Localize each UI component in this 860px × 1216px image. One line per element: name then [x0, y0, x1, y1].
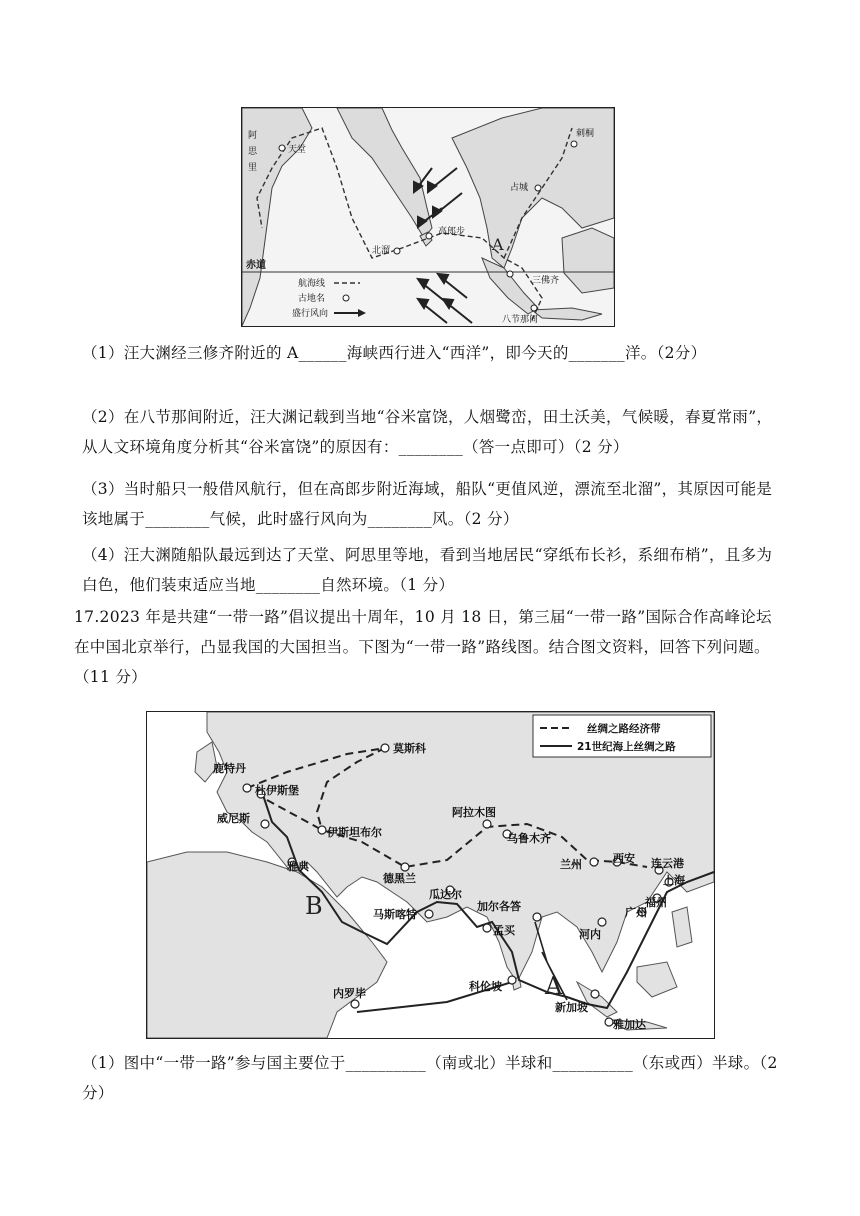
- tehran-label: 德黑兰: [383, 872, 416, 885]
- almaty-marker: [483, 820, 491, 828]
- letter-a: A: [545, 972, 563, 1000]
- jakarta-marker: [605, 1018, 613, 1026]
- kolkata-marker: [533, 913, 541, 921]
- strait-letter-a: A: [492, 235, 504, 254]
- mumbai-marker: [483, 924, 491, 932]
- lagong-label: 刺桐: [576, 129, 595, 139]
- rotterdam-label: 鹿特丹: [213, 762, 246, 775]
- beiliu-label: 北溜: [372, 246, 391, 256]
- istanbul-marker: [318, 826, 326, 834]
- lanzhou-marker: [590, 858, 598, 866]
- colombo-marker: [508, 976, 516, 984]
- lagong-marker: [571, 141, 577, 147]
- urumqi-label: 乌鲁木齐: [507, 832, 551, 845]
- istanbul-label: 伊斯坦布尔: [327, 826, 382, 839]
- moscow-label: 莫斯科: [393, 742, 426, 755]
- beiliu-marker: [394, 248, 400, 254]
- gwadar-label: 瓜达尔: [429, 888, 462, 901]
- legend-place-swatch: [343, 295, 349, 301]
- shanghai-label: 上海: [663, 874, 685, 887]
- sanfoqi-label: 三佛齐: [532, 276, 560, 286]
- xian-label: 西安: [613, 852, 635, 865]
- asili-label-2: 思: [248, 147, 258, 157]
- legend-route-label: 航海线: [298, 279, 326, 289]
- colombo-label: 科伦坡: [469, 980, 502, 993]
- nairobi-label: 内罗毕: [333, 987, 366, 1000]
- jakarta-label: 雅加达: [613, 1018, 646, 1031]
- gaolangbu-marker: [426, 233, 432, 239]
- rotterdam-marker: [243, 784, 251, 792]
- venice-label: 威尼斯: [217, 812, 250, 825]
- belt-road-map: [146, 711, 715, 1039]
- voyage-map: [241, 107, 615, 327]
- legend-road-label: 21世纪海上丝绸之路: [577, 741, 676, 753]
- athens-label: 雅典: [287, 860, 309, 873]
- kolkata-label: 加尔各答: [477, 900, 521, 913]
- singapore-label: 新加坡: [555, 1001, 588, 1014]
- fuzhou-label: 福州: [645, 896, 667, 909]
- legend-wind-label: 盛行风向: [292, 309, 329, 319]
- asili-label-3: 里: [248, 163, 258, 173]
- voyage-map-canvas: [242, 108, 614, 326]
- lianyungang-label: 连云港: [651, 857, 684, 870]
- legend-belt-label: 丝绸之路经济带: [587, 723, 661, 735]
- hanoi-label: 河内: [579, 928, 601, 941]
- zhancheng-label: 占城: [510, 183, 529, 193]
- letter-b: B: [305, 892, 323, 920]
- q16-part4: （4）汪大渊随船队最远到达了天堂、阿思里等地，看到当地居民“穿纸布长衫，系细布梢”，且多为白色，他们装束适应当地________自然环境。（1 分）: [82, 546, 773, 594]
- muscat-label: 马斯喀特: [373, 908, 417, 921]
- almaty-label: 阿拉木图: [452, 806, 496, 819]
- duisburg-label: 杜伊斯堡: [255, 784, 299, 797]
- q16-part1: （1）汪大渊经三修齐附近的 A______海峡西行进入“西洋”，即今天的_______洋。（2分）: [82, 344, 707, 362]
- guangzhou-label: 广州: [625, 906, 647, 919]
- q17-intro: 17.2023 年是共建“一带一路”倡议提出十周年，10 月 18 日，第三届“一带一路”国际合作高峰论坛在中国北京举行，凸显我国的大国担当。下图为“一带一路”路线图。结合图文资料，回答下列问题。（11 分）: [74, 608, 772, 686]
- muscat-marker: [425, 910, 433, 918]
- bajienajian-marker: [531, 305, 537, 311]
- legend-place-label: 古地名: [298, 294, 326, 304]
- q17-part1: （1）图中“一带一路”参与国主要位于__________（南或北）半球和__________（东或西）半球。（2 分）: [82, 1054, 778, 1102]
- singapore-marker: [591, 990, 599, 998]
- q16-part3: （3）当时船只一般借风航行，但在高郎步附近海域，船队“更值风逆，漂流至北溜”，其原因可能是该地属于________气候，此时盛行风向为________风。（2 分）: [82, 480, 773, 528]
- moscow-marker: [381, 744, 389, 752]
- bajienajian-label: 八节那间: [502, 315, 539, 325]
- lanzhou-label: 兰州: [560, 858, 582, 871]
- belt-road-map-canvas: [147, 712, 714, 1038]
- sanfoqi-marker: [507, 271, 513, 277]
- venice-marker: [261, 820, 269, 828]
- hanoi-marker: [598, 918, 606, 926]
- tiantang-label: 天堂: [288, 145, 307, 155]
- mumbai-label: 孟买: [493, 924, 515, 937]
- equator-label: 赤道: [246, 260, 266, 271]
- tiantang-marker: [279, 145, 285, 151]
- gaolangbu-label: 高郎步: [438, 227, 466, 237]
- asili-label-1: 阿: [248, 131, 258, 141]
- zhancheng-marker: [535, 185, 541, 191]
- q16-part2: （2）在八节那间附近，汪大渊记载到当地“谷米富饶，人烟鹭峦，田土沃美，气候暖，春夏常雨”，从人文环境角度分析其“谷米富饶”的原因有：________（答一点即可）（2 分）: [82, 408, 773, 456]
- nairobi-marker: [351, 1000, 359, 1008]
- tehran-marker: [401, 863, 409, 871]
